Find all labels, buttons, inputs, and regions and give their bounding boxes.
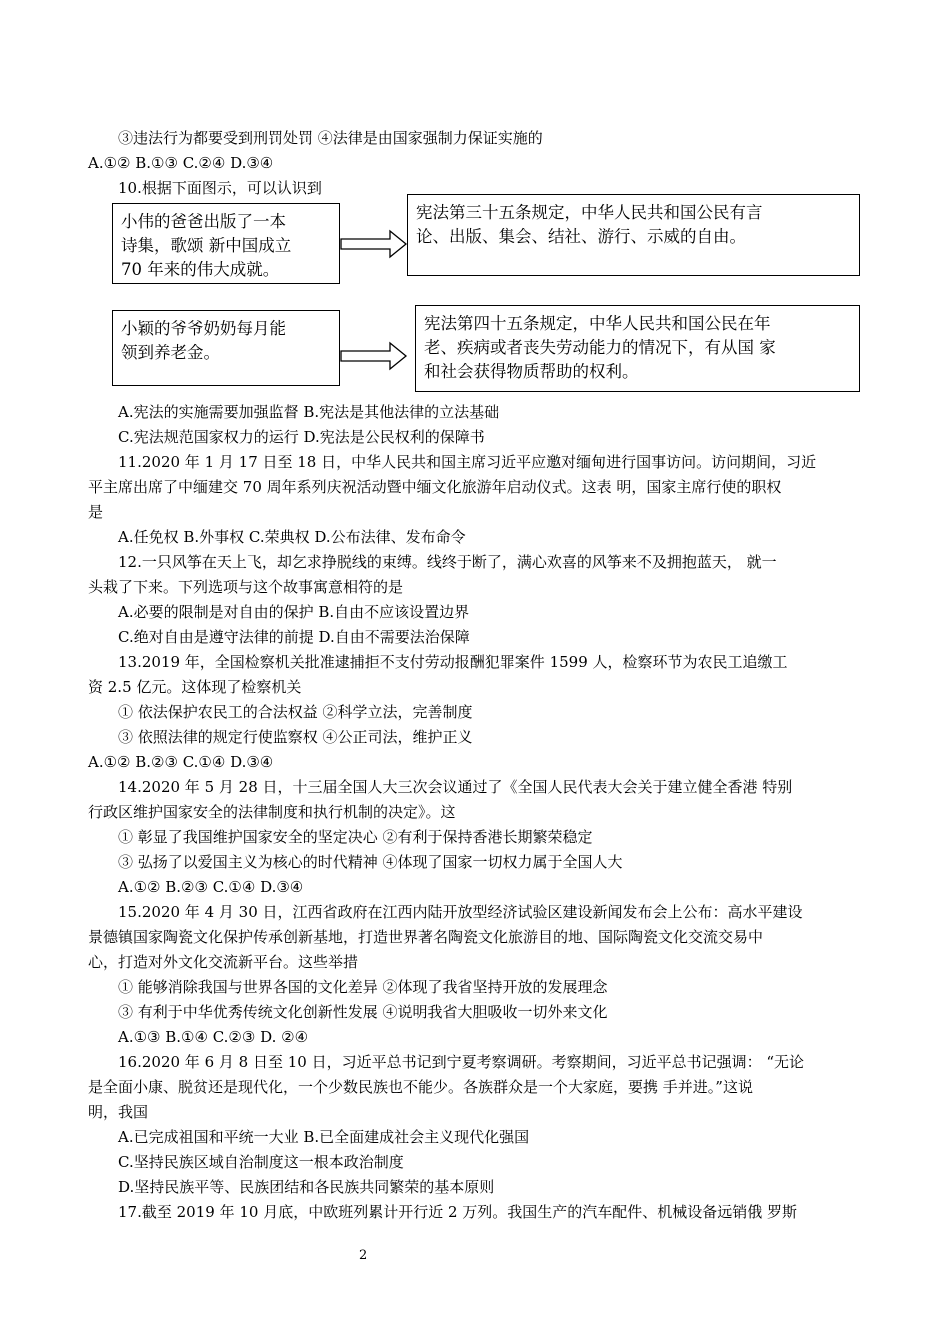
question-15: 15.2020 年 4 月 30 日，江西省政府在江西内陆开放型经济试验区建设新闻发布会上公布：高水平建设	[118, 903, 803, 921]
box-text: 领到养老金。	[121, 343, 220, 362]
text-line: ① 依法保护农民工的合法权益 ②科学立法，完善制度	[118, 703, 473, 721]
box-text: 论、出版、集会、结社、游行、示威的自由。	[416, 227, 746, 246]
text-line: ① 能够消除我国与世界各国的文化差异 ②体现了我省坚持开放的发展理念	[118, 978, 608, 996]
question-14: 14.2020 年 5 月 28 日，十三届全国人大三次会议通过了《全国人民代表大会关于建立健全香港 特别	[118, 778, 793, 796]
arrow-right-icon	[340, 229, 408, 259]
box-text: 诗集，歌颂 新中国成立	[121, 236, 292, 255]
option-line: A.必要的限制是对自由的保护 B.自由不应该设置边界	[118, 603, 470, 621]
text-line: ① 彰显了我国维护国家安全的坚定决心 ②有利于保持香港长期繁荣稳定	[118, 828, 593, 846]
arrow-right-icon	[340, 341, 408, 371]
box-text: 小颖的爷爷奶奶每月能	[121, 319, 286, 338]
text-line: ③ 弘扬了以爱国主义为核心的时代精神 ④体现了国家一切权力属于全国人大	[118, 853, 623, 871]
question-13: 13.2019 年，全国检察机关批准逮捕拒不支付劳动报酬犯罪案件 1599 人，检察环节为农民工追缴工	[118, 653, 788, 671]
box-text: 和社会获得物质帮助的权利。	[424, 362, 639, 381]
diagram-box-left-2	[112, 310, 340, 386]
text-line: 头栽了下来。下列选项与这个故事寓意相符的是	[88, 578, 404, 596]
box-text: 小伟的爸爸出版了一本	[121, 212, 286, 231]
text-line: 行政区维护国家安全的法律制度和执行机制的决定》。这	[88, 803, 456, 821]
option-line: A.宪法的实施需要加强监督 B.宪法是其他法律的立法基础	[118, 403, 500, 421]
diagram-box-left-1	[112, 203, 340, 284]
box-text: 宪法第四十五条规定，中华人民共和国公民在年	[424, 314, 771, 333]
question-11: 11.2020 年 1 月 17 日至 18 日，中华人民共和国主席习近平应邀对缅甸进行国事访问。访问期间，习近	[118, 453, 817, 471]
option-line: A.已完成祖国和平统一大业 B.已全面建成社会主义现代化强国	[118, 1128, 530, 1146]
text-line: 资 2.5 亿元。这体现了检察机关	[88, 678, 302, 696]
option-line: A.①② B.②③ C.①④ D.③④	[118, 878, 304, 896]
box-text: 宪法第三十五条规定，中华人民共和国公民有言	[416, 203, 763, 222]
diagram-box-right-1	[407, 194, 860, 276]
option-line: D.坚持民族平等、民族团结和各民族共同繁荣的基本原则	[118, 1178, 495, 1196]
question-10: 10.根据下面图示，可以认识到	[118, 179, 322, 197]
option-line: C.绝对自由是遵守法律的前提 D.自由不需要法治保障	[118, 628, 470, 646]
text-line: 明，我国	[88, 1103, 149, 1121]
text-line: ③ 有利于中华优秀传统文化创新性发展 ④说明我省大胆吸收一切外来文化	[118, 1003, 608, 1021]
question-16: 16.2020 年 6 月 8 日至 10 日，习近平总书记到宁夏考察调研。考察期间，习近平总书记强调： “无论	[118, 1053, 805, 1071]
option-line: C.宪法规范国家权力的运行 D.宪法是公民权利的保障书	[118, 428, 485, 446]
page-number: 2	[359, 1248, 368, 1263]
option-line: A.任免权 B.外事权 C.荣典权 D.公布法律、发布命令	[118, 528, 466, 546]
text-line: 是全面小康、脱贫还是现代化，一个少数民族也不能少。各族群众是一个大家庭，要携 手并进。”这说	[88, 1078, 753, 1096]
text-line: 平主席出席了中缅建交 70 周年系列庆祝活动暨中缅文化旅游年启动仪式。这表 明，国家主席行使的职权	[88, 478, 782, 496]
text-line: ③ 依照法律的规定行使监察权 ④公正司法，维护正义	[118, 728, 473, 746]
box-text: 70 年来的伟大成就。	[121, 260, 280, 279]
option-line: C.坚持民族区域自治制度这一根本政治制度	[118, 1153, 404, 1171]
text-line: ③违法行为都要受到刑罚处罚 ④法律是由国家强制力保证实施的	[118, 129, 543, 147]
text-line: 是	[88, 503, 104, 521]
question-12: 12.一只风筝在天上飞，却乞求挣脱线的束缚。线终于断了，满心欢喜的风筝来不及拥抱蓝天， 就一	[118, 553, 777, 571]
text-line: A.①② B.①③ C.②④ D.③④	[88, 154, 274, 172]
question-17: 17.截至 2019 年 10 月底，中欧班列累计开行近 2 万列。我国生产的汽车配件、机械设备远销俄 罗斯	[118, 1203, 798, 1221]
option-line: A.①③ B.①④ C.②③ D. ②④	[118, 1028, 309, 1046]
box-text: 老、疾病或者丧失劳动能力的情况下，有从国 家	[424, 338, 776, 357]
option-line: A.①② B.②③ C.①④ D.③④	[88, 753, 274, 771]
text-line: 心，打造对外文化交流新平台。这些举措	[88, 953, 359, 971]
text-line: 景德镇国家陶瓷文化保护传承创新基地，打造世界著名陶瓷文化旅游目的地、国际陶瓷文化交流交易中	[88, 928, 764, 946]
diagram-box-right-2	[415, 305, 860, 392]
